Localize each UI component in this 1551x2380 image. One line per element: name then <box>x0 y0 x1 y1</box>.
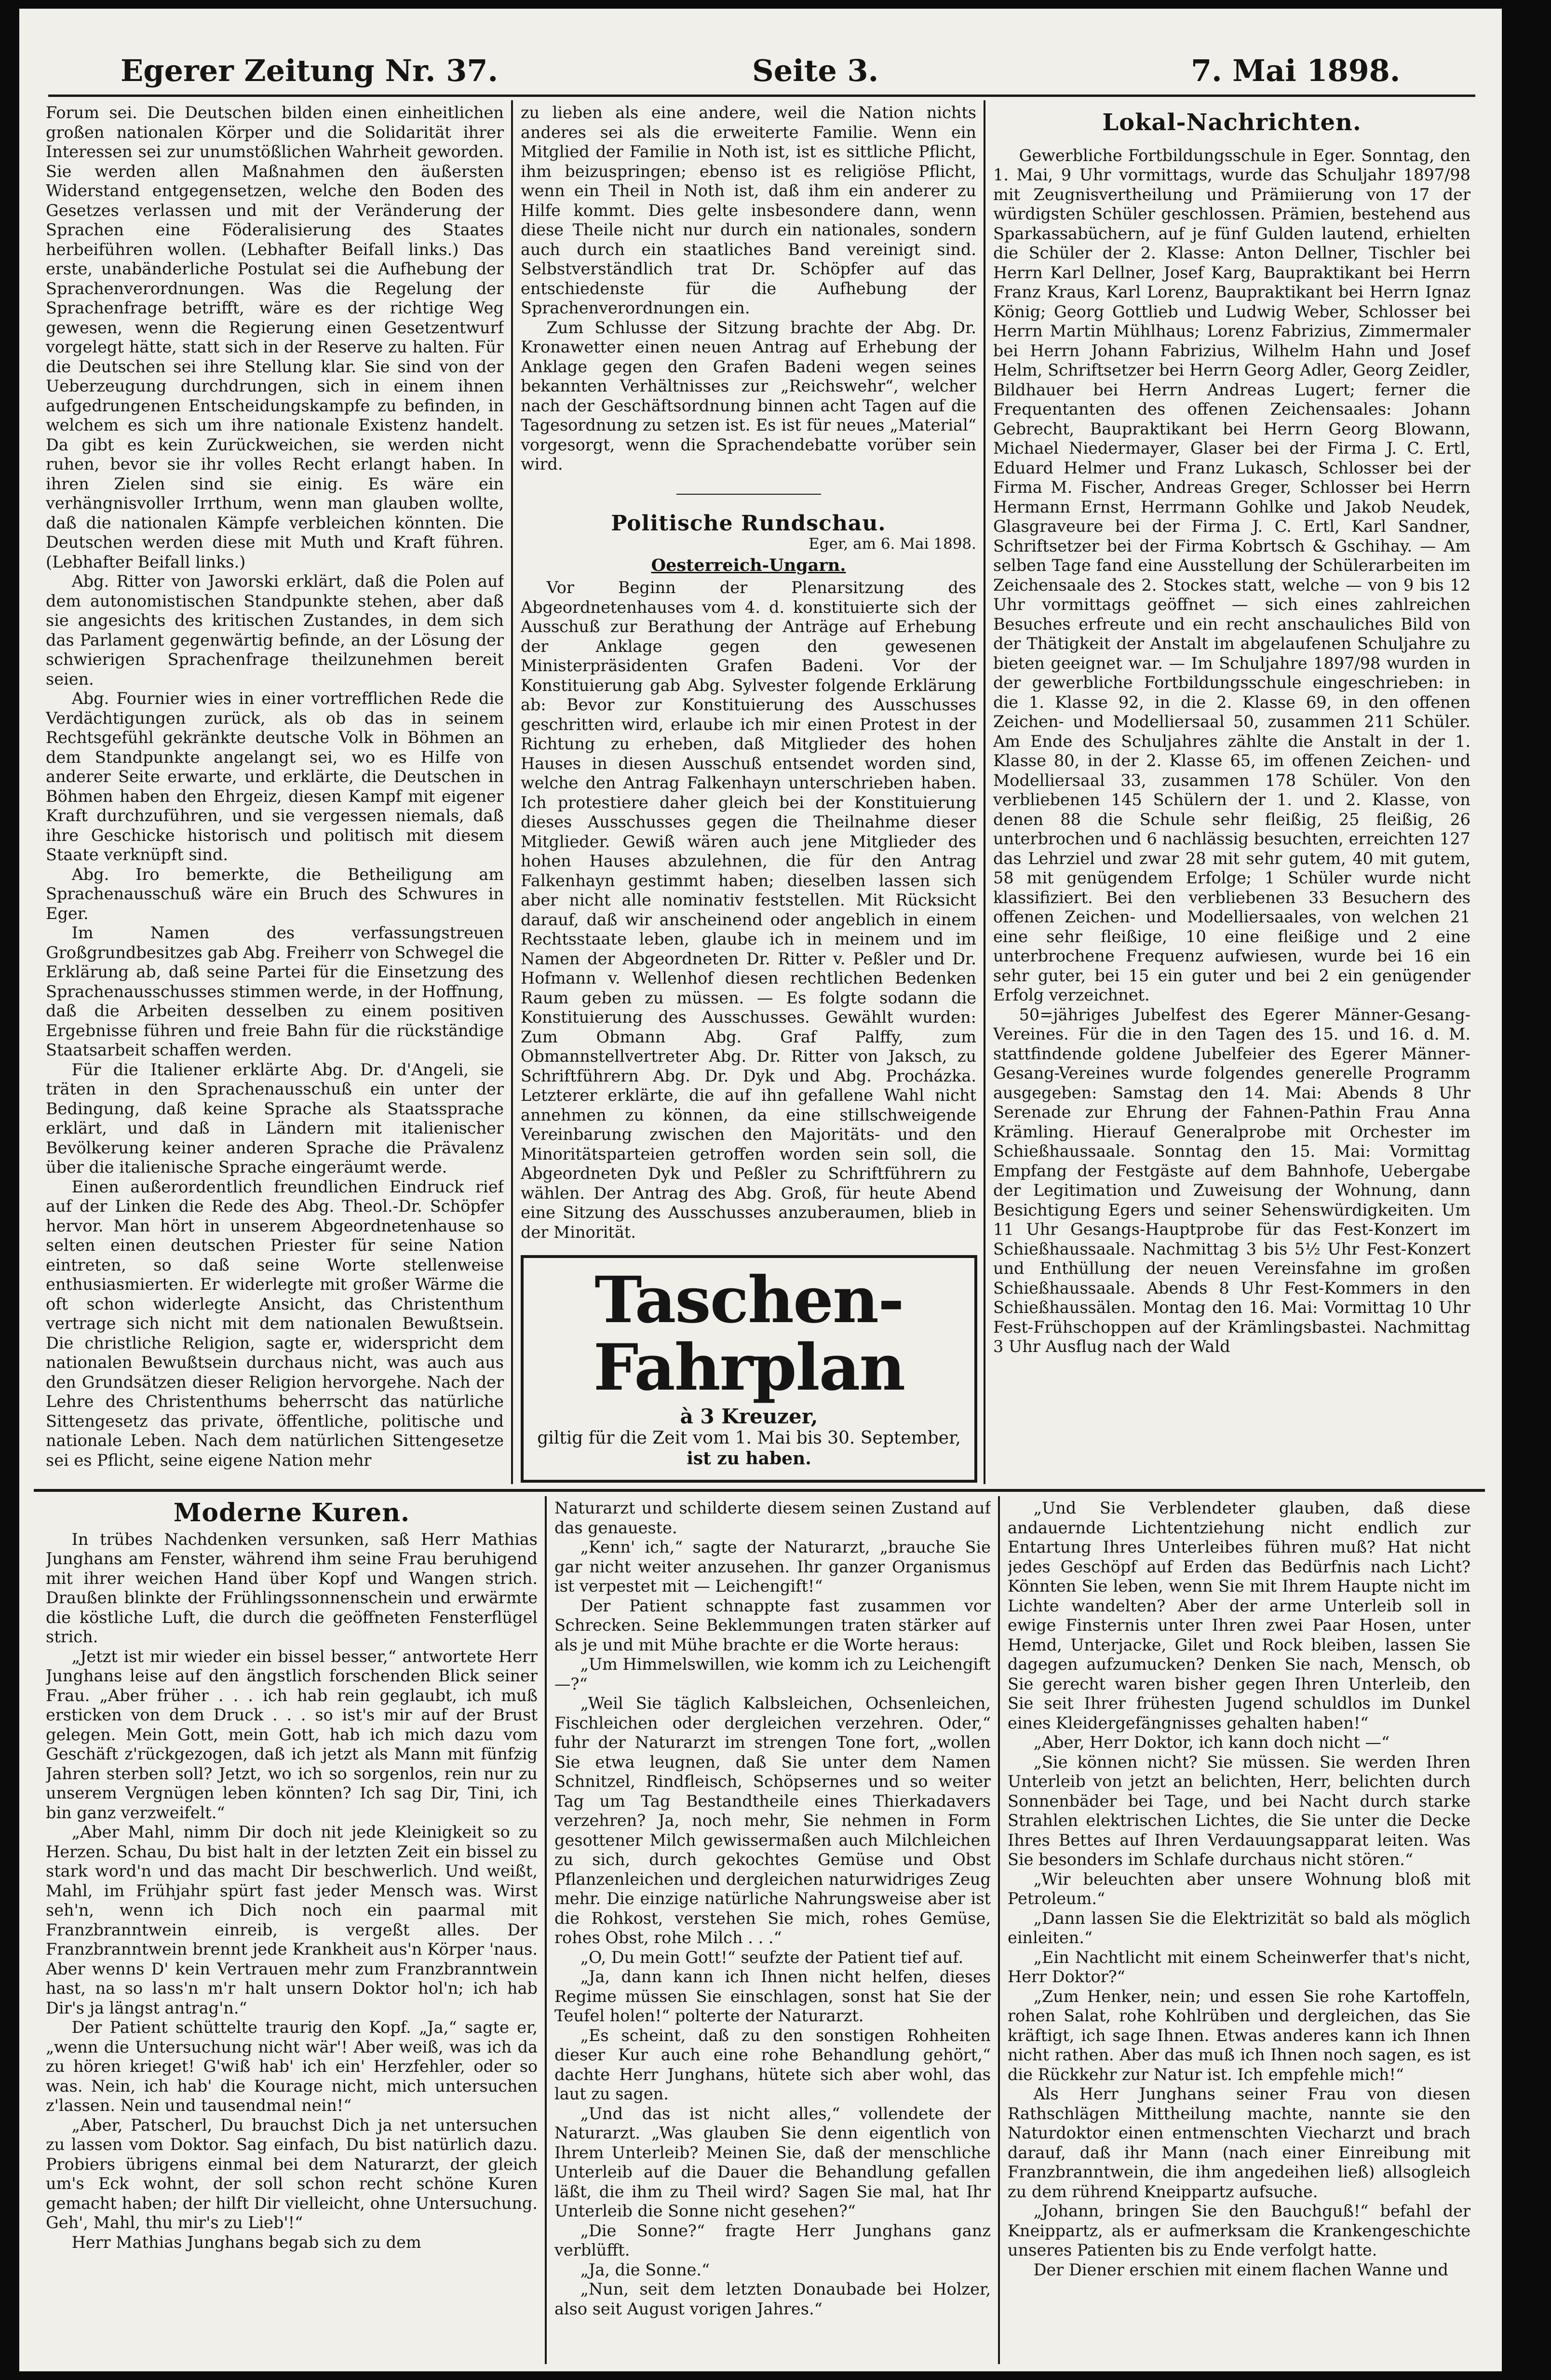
paragraph: „Weil Sie täglich Kalbsleichen, Ochsenleichen, Fischleichen oder dergleichen verzehren. Oder,“ fuhr der Naturarzt im strengen Tone fort, „wollen Sie etwa leugnen, daß Sie unter dem Namen Schnitzel, Rindfleisch, Schöpsernes und so weiter Tag um Tag Bestandtheile eines Thierkadavers verzehren? Ja, noch mehr, Sie nehmen in Form gesottener Milch gewissermaßen auch Milchleichen zu sich, durch gekochtes Gemüse und Obst Pflanzenleichen und dergleichen naturwidriges Zeug mehr. Die einzige natürliche Nahrungsweise aber ist die Rohkost, verstehen Sie mich, rohes Gemüse, rohes Obst, rohe Milch . . .“ <box>554 1694 991 1947</box>
paragraph: „O, Du mein Gott!“ seufzte der Patient tief auf. <box>580 1947 964 1967</box>
paragraph: „Die Sonne?“ fragte Herr Junghans ganz verblüfft. <box>554 2221 991 2259</box>
paragraph: 50=jähriges Jubelfest des Egerer Männer-Gesang-Vereines. Für die in den Tagen des 15. und 16. d. M. stattfindende goldene Jubelfeier des Egerer Männer-Gesang-Vereines wurde folgendes generelle Programm ausgegeben: Samstag den 14. Mai: Abends 8 Uhr Serenade zur Ehrung der Fahnen-Pathin Frau Anna Krämling. Hierauf Generalprobe mit Orchester im Schießhaussaale. Sonntag den 15. Mai: Vormittag Empfang der Festgäste auf dem Bahnhofe, Uebergabe der Legitimation und Zuweisung der Wohnung, dann Besichtigung Egers und seiner Sehenswürdigkeiten. Um 11 Uhr Gesangs-Hauptprobe für das Fest-Konzert im Schießhaussaale. Nachmittag 3 bis 5½ Uhr Fest-Konzert und Enthüllung der neuen Vereinsfahne im großen Schießhaussaale. Abends 8 Uhr Fest-Kommers in den Schießhaussälen. Montag den 16. Mai: Vormittag 10 Uhr Fest-Frühschoppen auf der Krämlingsbastei. Nachmittag 3 Uhr Ausflug nach der Wald <box>993 1005 1470 1356</box>
paragraph: Einen außerordentlich freundlichen Eindruck rief auf der Linken die Rede des Abg. Theol.-Dr. Schöpfer hervor. Man hört in unserem Abgeordnetenhause so selten einen deutschen Priester für seine Nation eintreten, so daß seine Worte stellenweise enthusiasmierten. Er widerlegte mit großer Wärme die oft schon widerlegte Ansicht, das Christenthum vertrage sich nicht mit dem nationalen Bewußtsein. Die christliche Religion, sagte er, widerspricht dem nationalen Bewußtsein durchaus nicht, was auch aus den Grundsätzen dieser Religion hervorgehe. Nach der Lehre des Christenthums beherrscht das natürliche Sittengesetz das private, öffentliche, politische und nationale Leben. Nach dem natürlichen Sittengesetze sei es Pflicht, seine eigene Nation mehr <box>46 1177 504 1470</box>
paragraph: „Zum Henker, nein; und essen Sie rohe Kartoffeln, rohen Salat, rohe Kohlrüben und dergleichen, das Sie kräftigt, ich sage Ihnen. Etwas anderes kann ich Ihnen nicht rathen. Aber das muß ich Ihnen noch sagen, es ist die Rückkehr zur Natur ist. Ich empfehle mich!“ <box>1008 1987 1470 2084</box>
column-politics <box>521 103 976 1251</box>
paragraph: Im Namen des verfassungstreuen Großgrundbesitzes gab Abg. Freiherr von Schwegel die Erklärung ab, daß seine Partei für die Einsetzung des Sprachenausschusses stimmen werde, in der Hoffnung, daß die Arbeiten desselben zu einem positiven Ergebnisse führen und freie Bahn für die rückständige Staatsarbeit schaffen werden. <box>46 923 504 1059</box>
header-rule <box>48 95 1475 97</box>
paragraph: „Johann, bringen Sie den Bauchguß!“ befahl der Kneippartz, als er aufmerksam die Krankengeschichte unseres Patienten bis zu Ende verfolgt hatte. <box>1008 2202 1470 2259</box>
paragraph: Der Diener erschien mit einem flachen Wanne und <box>1033 2260 1448 2279</box>
feuilleton-column-3 <box>1008 1499 1470 2366</box>
paragraph: „Und das ist nicht alles,“ vollendete der Naturarzt. „Was glauben Sie denn eigentlich von Ihrem Unterleib? Meinen Sie, daß der menschliche Unterleib auf die Dauer die Behandlung gefallen läßt, die ihm zu Theil wird? Sagen Sie mal, hat Ihr Unterleib die Sonne nicht gesehen?“ <box>554 2104 991 2220</box>
header-newspaper-issue: Egerer Zeitung Nr. 37. <box>121 53 499 88</box>
paragraph: Der Patient schüttelte traurig den Kopf. „Ja,“ sagte er, „wenn die Untersuchung nicht wär'! Aber weiß, was ich da zu hören krieget! G'wiß hab' ich ein' Herzfehler, oder so was. Nein, ich hab' die Kourage nicht, mich untersuchen z'lassen. Nein und tausendmal nein!“ <box>46 2018 538 2115</box>
feuilleton-column-2 <box>554 1499 991 2366</box>
paragraph: „Jetzt ist mir wieder ein bissel besser,“ antwortete Herr Junghans leise auf den ängstlich forschenden Blick seiner Frau. „Aber früher . . . ich hab rein geglaubt, ich muß ersticken von dem Druck . . . so ist's mir auf der Brust gelegen. Mein Gott, mein Gott, hab ich mich dazu vom Geschäft z'rückgezogen, daß ich jetzt als Mann mit fünfzig Jahren sterben soll? Jetzt, wo ich so sorgenlos, rein nur zu unserem Vergnügen leben könnten? Ich sag Dir, Tini, ich bin ganz verzweifelt.“ <box>46 1647 538 1822</box>
ad-validity: giltig für die Zeit vom 1. Mai bis 30. September, <box>537 1428 961 1448</box>
section-title-political-review: Politische Rundschau. <box>611 511 886 536</box>
column-local-news <box>993 103 1470 1483</box>
column-rule <box>998 1496 1000 2364</box>
column-rule <box>511 100 513 1484</box>
paragraph: „Aber, Herr Doktor, ich kann doch nicht —“ <box>1033 1733 1390 1752</box>
feuilleton-column-1 <box>46 1499 538 2366</box>
subheading-austria-hungary: Oesterreich-Ungarn. <box>651 555 846 575</box>
newspaper-page <box>19 9 1502 2371</box>
paragraph: „Aber, Patscherl, Du brauchst Dich ja net untersuchen zu lassen vom Doktor. Sag einfach, Du bist natürlich dazu. Probiers übrigens einmal bei dem Naturarzt, der gleich um's Eck wohnt, der soll schon recht schöne Kuren gemacht haben; der hilft Dir vielleicht, ohne Untersuchung. Geh', Mahl, thu mir's zu Lieb'!“ <box>46 2115 538 2232</box>
ad-title: Taschen-Fahrplan <box>593 1263 905 1405</box>
section-title-local-news: Lokal-Nachrichten. <box>1102 109 1362 136</box>
paragraph: „Aber Mahl, nimm Dir doch nit jede Kleinigkeit so zu Herzen. Schau, Du bist halt in der letzten Zeit ein bissel zu stark word'n und das macht Dir beschwerlich. Und weißt, Mahl, im Frühjahr spürt fast jeder Mensch was. Wirst seh'n, wenn ich Dich noch ein paarmal mit Franzbranntwein einreib, is vergeßt alles. Der Franzbranntwein brennt jede Krankheit aus'n Körper 'naus. Aber wenns D' kein Vertrauen mehr zum Franzbranntwein hast, na so lass'n m'r halt unsern Doktor hol'n; ich hab Dir's ja längst antrag'n.“ <box>46 1823 538 2017</box>
feuilleton-rule <box>34 1489 1485 1492</box>
paragraph: Abg. Iro bemerkte, die Betheiligung am Sprachenausschuß wäre ein Bruch des Schwures in Eger. <box>46 865 504 923</box>
paragraph: „Nun, seit dem letzten Donaubade bei Holzer, also seit August vorigen Jahres.“ <box>554 2280 991 2318</box>
paragraph: Gewerbliche Fortbildungsschule in Eger. Sonntag, den 1. Mai, 9 Uhr vormittags, wurde das Schuljahr 1897/98 mit Zeugnisvertheilung und Prämiierung von 17 der würdigsten Schüler geschlossen. Prämien, bestehend aus Sparkassabüchern, auf je fünf Gulden lautend, erhielten die Schüler der 2. Klasse: Anton Dellner, Tischler bei Herrn Karl Dellner, Josef Karg, Baupraktikant bei Herrn Franz Kraus, Karl Lorenz, Baupraktikant bei Herrn Ignaz König; Georg Gottlieb und Ludwig Weber, Schlosser bei Herrn Martin Mühlhaus; Lorenz Fabrizius, Zimmermaler bei Herrn Johann Fabrizius, Wilhelm Hahn und Josef Helm, Schriftsetzer bei Herrn Georg Adler, Georg Zeidler, Bildhauer bei Herrn Andreas Lugert; ferner die Frequentanten des offenen Zeichensaales: Johann Gebrecht, Baupraktikant bei Herrn Georg Blowann, Michael Niedermayer, Glaser bei der Firma J. C. Ertl, Eduard Helmer und Franz Lukasch, Schlosser bei der Firma M. Fischer, Andreas Greger, Schlosser bei Herrn Hermann Ernst, Herrmann Gohlke und Jakob Neudek, Glasgraveure bei der Firma J. C. Ertl, Karl Sandner, Schriftsetzer bei der Firma Kobrtsch & Gschihay. — Am selben Tage fand eine Ausstellung der Schülerarbeiten im Zeichensaale des 2. Stockes statt, welche — von 9 bis 12 Uhr vormittags geöffnet — sich eines zahlreichen Besuches erfreute und ein recht anschauliches Bild von der Thätigkeit der Anstalt im abgelaufenen Schuljahre zu bieten geeignet war. — Im Schuljahre 1897/98 wurden in der gewerbliche Fortbildungsschule eingeschrieben: in die 1. Klasse 92, in die 2. Klasse 69, in den offenen Zeichen- und Modelliersaal 50, zusammen 211 Schüler. Am Ende des Schuljahres zählte die Anstalt in der 1. Klasse 80, in der 2. Klasse 65, im offenen Zeichen- und Modelliersaal 33, zusammen 178 Schüler. Von den verbliebenen 145 Schülern der 1. und 2. Klasse, von denen 88 die Schule sehr fleißig, 25 fleißig, 26 unterbrochen und 6 nachlässig besuchten, erreichten 127 das Lehrziel und zwar 28 mit sehr gutem, 40 mit gutem, 58 mit genügendem Erfolge; 1 Schüler wurde nicht klassifiziert. Bei den verbliebenen 33 Besuchern des offenen Zeichen- und Modelliersaales, von welchen 21 eine sehr fleißige, 10 eine fleißige und 2 eine unterbrochene Frequenz aufwiesen, wurde bei 16 ein sehr guter, bei 15 ein guter und bei 2 ein genügender Erfolg verzeichnet. <box>993 146 1470 1004</box>
paragraph: Vor Beginn der Plenarsitzung des Abgeordnetenhauses vom 4. d. konstituierte sich der Ausschuß zur Berathung der Anträge auf Erhebung der Anklage gegen den gewesenen Ministerpräsidenten Grafen Badeni. Vor der Konstituierung gab Abg. Sylvester folgende Erklärung ab: Bevor zur Konstituierung des Ausschusses geschritten wird, erlaube ich mir einen Protest in der Richtung zu erheben, daß Mitglieder des hohen Hauses in diesen Ausschuß entsendet worden sind, welche den Antrag Falkenhayn unterschrieben haben. Ich protestiere daher gleich bei der Konstituierung dieses Ausschusses gegen die Theilnahme dieser Mitglieder. Gewiß wären auch jene Mitglieder des hohen Hauses abzulehnen, die für den Antrag Falkenhayn gestimmt haben; dieselben lassen sich aber nicht alle nominativ feststellen. Mit Rücksicht darauf, daß wir anscheinend oder angeblich in einem Rechtsstaate leben, glaube ich in meinem und im Namen der Abgeordneten Dr. Ritter v. Peßler und Dr. Hofmann v. Wellenhof diesen rechtlichen Bedenken Raum geben zu müssen. — Es folgte sodann die Konstituierung des Ausschusses. Gewählt wurden: Zum Obmann Abg. Graf Palffy, zum Obmannstellvertreter Abg. Dr. Ritter von Jaksch, zu Schriftführern Abg. Dr. Dyk und Abg. Procházka. Letzterer erklärte, die auf ihn gefallene Wahl nicht annehmen zu können, da eine stillschweigende Vereinbarung zwischen den Majoritäts- und den Minoritätsparteien getroffen worden sein soll, die Abgeordneten Dyk und Peßler zu Schriftführern zu wählen. Der Antrag des Abg. Groß, für heute Abend eine Sitzung des Ausschusses anzuberaumen, blieb in der Minorität. <box>521 578 976 1242</box>
paragraph: „Kenn' ich,“ sagte der Naturarzt, „brauche Sie gar nicht weiter anzusehen. Ihr ganzer Organismus ist verpestet mit — Leichengift!“ <box>554 1538 991 1596</box>
header-date: 7. Mai 1898. <box>1191 53 1401 88</box>
advertisement-timetable <box>521 1255 977 1483</box>
article-parliament-continued <box>46 103 504 1483</box>
paragraph: Für die Italiener erklärte Abg. Dr. d'Angeli, sie träten in den Sprachenausschuß ein unter der Bedingung, daß keine Sprache als Staatssprache erklärt, und daß in Ländern mit italienischer Bevölkerung keiner anderen Sprache die Prävalenz über die italienische Sprache eingeräumt werde. <box>46 1060 504 1176</box>
paragraph: Naturarzt und schilderte diesem seinen Zustand auf das genaueste. <box>554 1499 991 1537</box>
paragraph: Als Herr Junghans seiner Frau von diesen Rathschlägen Mittheilung machte, nannte sie den Naturdoktor einen entmenschten Viecharzt und brach darauf, daß ihr Mann (nach einer Einreibung mit Franzbranntwein, die ihm angedeihen ließ) allsogleich zu dem rührend Kneippartz aufsuche. <box>1008 2084 1470 2201</box>
section-divider <box>676 494 821 495</box>
ad-availability: ist zu haben. <box>687 1448 811 1469</box>
paragraph: Herr Mathias Junghans begab sich zu dem <box>71 2232 421 2252</box>
column-rule <box>545 1496 547 2364</box>
paragraph: „Ja, die Sonne.“ <box>580 2260 710 2279</box>
paragraph: „Um Himmelswillen, wie komm ich zu Leichengift —?“ <box>554 1655 991 1693</box>
paragraph: Abg. Ritter von Jaworski erklärt, daß die Polen auf dem autonomistischen Standpunkte stehen, aber daß sie angesichts des kritischen Zustandes, in dem sich das Parlament gegenwärtig befinde, an der Lösung der schwierigen Sprachenfrage theilzunehmen bereit seien. <box>46 572 504 689</box>
paragraph: Der Patient schnappte fast zusammen vor Schrecken. Seine Beklemmungen traten stärker auf als je und mit Mühe brachte er die Worte heraus: <box>554 1596 991 1654</box>
column-rule <box>984 100 985 1484</box>
paragraph: „Wir beleuchten aber unsere Wohnung bloß mit Petroleum.“ <box>1008 1869 1470 1908</box>
paragraph: „Ja, dann kann ich Ihnen nicht helfen, dieses Regime müssen Sie einschlagen, sonst hat Sie der Teufel holen!“ polterte der Naturarzt. <box>554 1967 991 2025</box>
paragraph: „Und Sie Verblendeter glauben, daß diese andauernde Lichtentziehung nicht endlich zur Entartung Ihres Unterleibes führen muß? Hat nicht jedes Geschöpf auf Erden das Bedürfnis nach Licht? Könnten Sie leben, wenn Sie mit Ihrem Haupte nicht im Lichte wandelten? Aber der arme Unterleib soll in ewige Finsternis unter Ihren zwei Paar Hosen, unter Hemd, Unterjacke, Gilet und Rock bleiben, lassen Sie dagegen aufzumucken? Denken Sie nach, Mensch, ob Sie gerecht waren bisher gegen Ihren Unterleib, den Sie seit Ihrer frühesten Jugend schuldlos im Dunkel eines Kleidergefängnisses gehalten haben!“ <box>1008 1499 1470 1732</box>
dateline: Eger, am 6. Mai 1898. <box>809 535 976 553</box>
paragraph: zu lieben als eine andere, weil die Nation nichts anderes sei als die erweiterte Familie. Wenn ein Mitglied der Familie in Noth ist, ist es sittliche Pflicht, ihm beizuspringen; ebenso ist es religiöse Pflicht, wenn ein Theil in Noth ist, daß ihm ein anderer zu Hilfe kommt. Dies gelte insbesondere dann, wenn diese Theile nicht nur durch ein nationales, sondern auch durch ein staatliches Band vereinigt sind. Selbstverständlich trat Dr. Schöpfer auf das entschiedenste für die Aufhebung der Sprachenverordnungen ein. <box>521 103 976 317</box>
paragraph: „Sie können nicht? Sie müssen. Sie werden Ihren Unterleib von jetzt an belichten, Herr, belichten durch Sonnenbäder bei Tage, und bei Nacht durch starke Strahlen elektrischen Lichtes, die Sie unter die Decke Ihres Bettes auf Ihren Verdauungsapparat leiten. Was Sie besonders im Schlafe durchaus nicht stören.“ <box>1008 1752 1470 1869</box>
paragraph: „Es scheint, daß zu den sonstigen Rohheiten dieser Kur auch eine rohe Behandlung gehört,“ dachte Herr Junghans, hütete sich aber wohl, das laut zu sagen. <box>554 2026 991 2103</box>
paragraph: Zum Schlusse der Sitzung brachte der Abg. Dr. Kronawetter einen neuen Antrag auf Erhebung der Anklage gegen den Grafen Badeni wegen seines bekannten Verhältnisses zur „Reichswehr“, welcher nach der Geschäftsordnung binnen acht Tagen auf die Tagesordnung zu setzen ist. Es ist für neues „Material“ vorgesorgt, wenn die Sprachendebatte vorüber sein wird. <box>521 318 976 473</box>
feuilleton-title: Moderne Kuren. <box>173 1499 410 1528</box>
paragraph: „Ein Nachtlicht mit einem Scheinwerfer that's nicht, Herr Doktor?“ <box>1008 1947 1470 1986</box>
paragraph: „Dann lassen Sie die Elektrizität so bald als möglich einleiten.“ <box>1008 1908 1470 1947</box>
paragraph: Abg. Fournier wies in einer vortrefflichen Rede die Verdächtigungen zurück, als ob das in seinem Rechtsgefühl gekränkte deutsche Volk in Böhmen an dem Standpunkte angelangt sei, wo es Hilfe von anderer Seite erwarte, und erklärte, die Deutschen in Böhmen haben den Ehrgeiz, diesen Kampf mit eigener Kraft durchzuführen, und sie vergessen niemals, daß ihre Geschicke historisch und politisch mit diesem Staate verknüpft sind. <box>46 689 504 864</box>
paragraph: Forum sei. Die Deutschen bilden einen einheitlichen großen nationalen Körper und die Solidarität ihrer Interessen sei zur unumstößlichen Wahrheit geworden. Sie werden allen Maßnahmen den äußersten Widerstand entgegensetzen, welche den Boden des Gesetzes verlassen und mit der Veränderung der Sprachen eine Föderalisierung des Staates herbeiführen wollen. (Lebhafter Beifall links.) Das erste, unabänderliche Postulat sei die Aufhebung der Sprachenverordnungen. Was die Regelung der Sprachenfrage betrifft, wäre es der richtige Weg gewesen, wenn die Regierung einen Gesetzentwurf vorgelegt hätte, statt sich in der Reserve zu halten. Für die Deutschen sei ihre Stellung klar. Sie sind von der Ueberzeugung durchdrungen, sich in einem ihnen aufgedrungenen Entscheidungskampfe zu befinden, in welchem es sich um ihre nationale Existenz handelt. Da gibt es kein Zurückweichen, sie werden nicht ruhen, bevor sie ihr volles Recht erlangt haben. In ihren Zielen sind sie einig. Es wäre ein verhängnisvoller Irrthum, wenn man glauben wollte, daß die nationalen Kämpfe verbleichen könnten. Die Deutschen werden diese mit Muth und Kraft führen. (Lebhafter Beifall links.) <box>46 103 504 571</box>
ad-price: à 3 Kreuzer, <box>680 1405 818 1428</box>
header-page-number: Seite 3. <box>752 53 879 88</box>
paragraph: In trübes Nachdenken versunken, saß Herr Mathias Junghans am Fenster, während ihm seine Frau beruhigend mit ihrer weichen Hand über Kopf und Wangen strich. Draußen blinkte der Frühlingssonnenschein und erwärmte die köstliche Luft, die durch die geöffneten Fensterflügel strich. <box>46 1529 538 1646</box>
